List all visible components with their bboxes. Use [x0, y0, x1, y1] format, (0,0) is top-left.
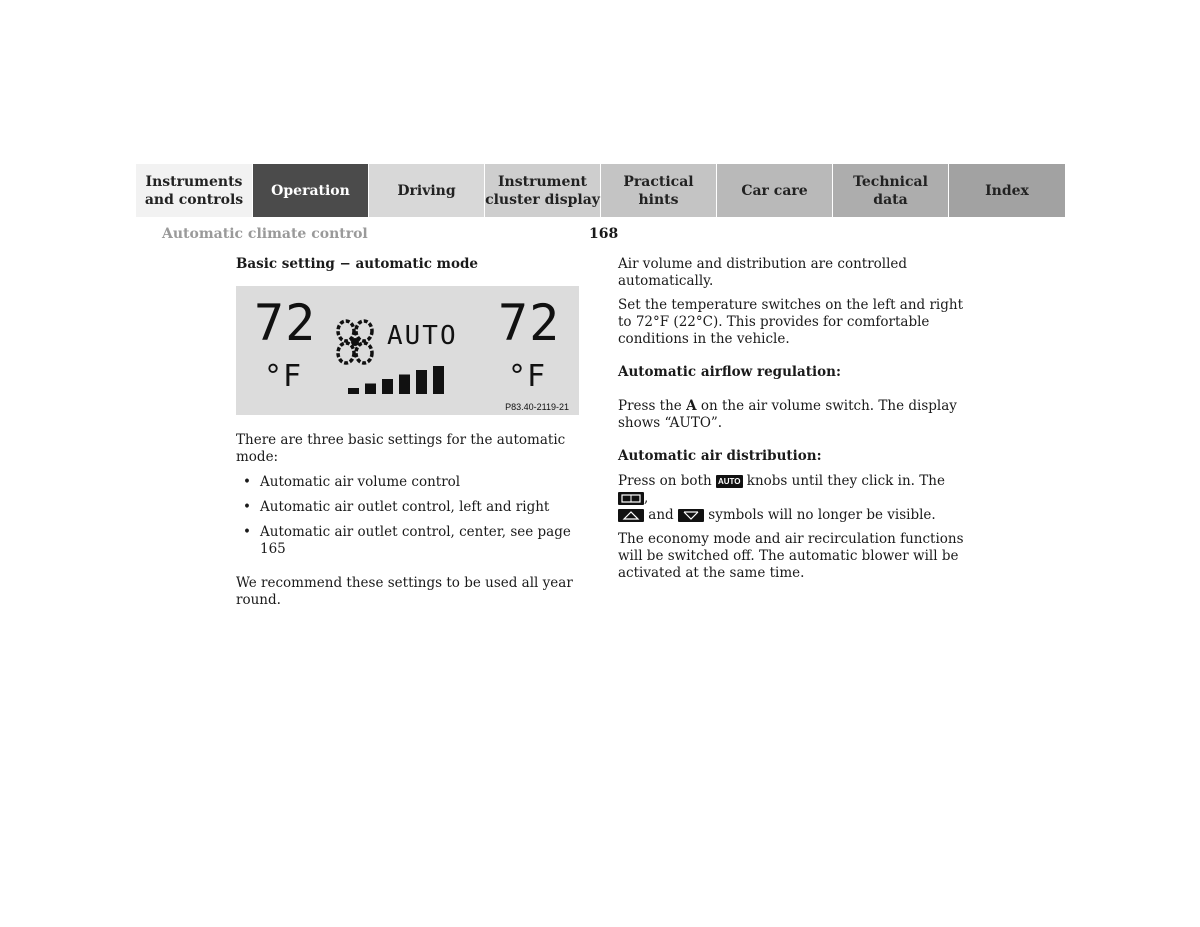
text-fragment: symbols will no longer be visible. [703, 507, 936, 523]
text-fragment: , [644, 490, 649, 506]
left-unit: °F [264, 359, 303, 394]
list-item: • Automatic air outlet control, center, see page 165 [236, 524, 596, 558]
text-fragment: Press on both [618, 473, 716, 489]
list-item: • Automatic air outlet control, left and right [236, 499, 596, 516]
right-unit: °F [508, 359, 547, 394]
fan-level-bar [382, 379, 393, 394]
text-fragment: and [644, 507, 678, 523]
left-temperature: 72 [254, 294, 317, 352]
settings-list [236, 474, 596, 558]
figure-reference: P83.40-2119-21 [505, 402, 569, 412]
tab-instrument-cluster-display[interactable]: Instrument cluster display [485, 164, 601, 217]
paragraph-economy-mode: The economy mode and air recirculation functions will be switched off. The automatic blower will be activated at the same time. [618, 531, 964, 581]
fan-level-bar [348, 388, 359, 394]
fan-level-bar [433, 366, 444, 394]
center-outlet-icon [618, 492, 644, 505]
tab-practical-hints[interactable]: Practical hints [601, 164, 717, 217]
right-column [618, 256, 968, 582]
tab-instruments-and-controls[interactable]: Instruments and controls [136, 164, 253, 217]
defrost-icon [618, 509, 644, 522]
letter-a: A [686, 398, 697, 414]
right-temperature: 72 [498, 294, 561, 352]
climate-display-illustration [236, 286, 579, 415]
paragraph-automatic-control: Air volume and distribution are controlled automatically. [618, 256, 908, 289]
section-title: Automatic climate control [162, 226, 368, 242]
intro-text: There are three basic settings for the automatic mode: [236, 432, 566, 465]
paragraph-airflow [618, 398, 968, 432]
fan-level-bars [348, 366, 458, 396]
fan-level-bar [416, 370, 427, 394]
footwell-icon [678, 509, 704, 522]
left-body [236, 432, 596, 609]
list-item: • Automatic air volume control [236, 474, 596, 491]
fan-icon [329, 316, 381, 368]
fan-level-bar [399, 375, 410, 395]
tab-driving[interactable]: Driving [369, 164, 485, 217]
tab-car-care[interactable]: Car care [717, 164, 833, 217]
paragraph-distribution [618, 473, 968, 524]
fan-level-bar [365, 384, 376, 395]
paragraph-temperature-setting: Set the temperature switches on the left and right to 72°F (22°C). This provides for comfortable conditions in the vehicle. [618, 297, 963, 347]
basic-setting-heading: Basic setting − automatic mode [236, 256, 478, 272]
auto-mode-indicator: AUTO [387, 321, 458, 351]
heading-air-distribution: Automatic air distribution: [618, 448, 822, 464]
heading-airflow-regulation: Automatic airflow regulation: [618, 364, 841, 380]
auto-button-icon: AUTO [717, 477, 741, 486]
chapter-tabs [136, 164, 1065, 217]
tab-index[interactable]: Index [949, 164, 1065, 217]
recommendation-text: We recommend these settings to be used all year round. [236, 575, 573, 608]
left-column [236, 256, 596, 273]
page-number: 168 [589, 226, 619, 242]
tab-operation[interactable]: Operation [253, 164, 369, 217]
text-fragment: on the air volume switch. The display shows “AUTO”. [618, 398, 957, 431]
text-fragment: Press the [618, 398, 687, 414]
text-fragment: knobs until they click in. The [742, 473, 945, 489]
tab-technical-data[interactable]: Technical data [833, 164, 949, 217]
